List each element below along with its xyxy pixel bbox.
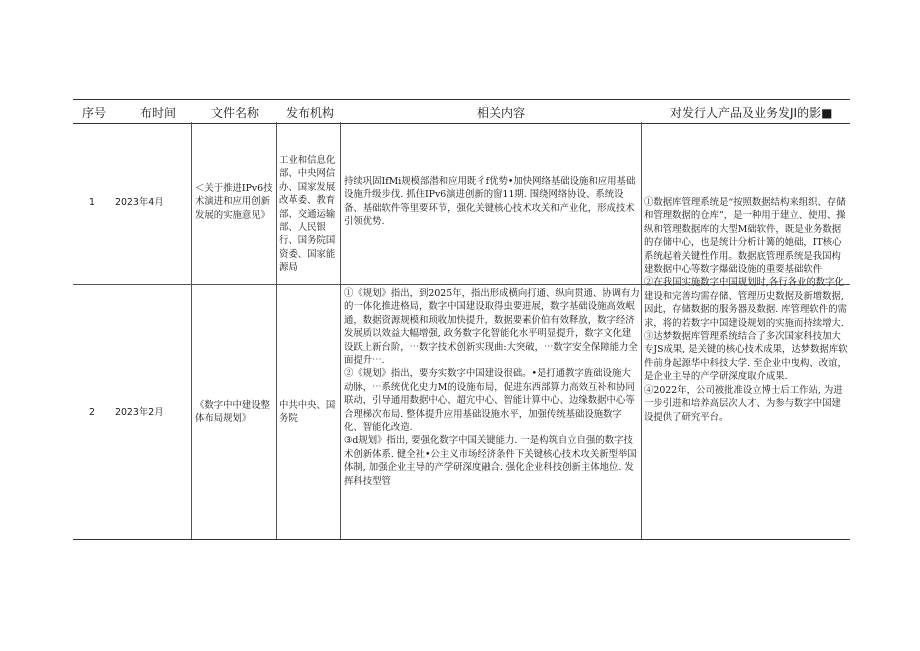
table-bottom-border — [73, 539, 850, 540]
table-header — [73, 99, 850, 124]
column-divider — [191, 122, 192, 540]
row1-publisher: 工业和信息化部、中央网信办、国家发展改革委、教育部、交通运输部、人民银行、国务院国资委、国家能源局 — [279, 155, 336, 274]
row1-content: 持续巩固IfMi规模部潜和应用既彳f优势•加快网络基础设施和应用基础设施升级步伐. 抓住IPv6演进创新的窗11期. 围绕网络协设、系统设备、基础软件等里要环节，强化关键核心技术攻关和产业化，形成技术引领优势. — [344, 176, 636, 228]
column-divider — [276, 122, 277, 540]
row2-seq: 2 — [89, 407, 95, 418]
impact-text: ①数据库管理系统是“按照数据结构来组织、存储和管理数据的仓库”，是一种用于建立、使用、操纵和管理数据库的大型M础软件，既是业务数据的存储中心，也是统计分析计篝的她础，IT核心系统起着关键性作用。数据底管理系统是我国构建数据中心等数字爆础设施的重要基础软件 ②在我国实施数字中国规划时,各行各业的数字化建设和完善均需存储、管理历史数据及新增数据, 因此，存储数据的服务器及数据. 库管理软件的需求，将的若数字中国建设规划的实施而持续增大. ③达梦数据库管理系统结合了多次国家科技加大专JS成果, 是关键的核心技术成果，达梦数据库软件前身起源华中科技大学. 至企业中曳构、改谊，是企业主导的产学研深度取介成果. ④2022年，公司被批准设立博士后工作站, 为进一步引进和培养高层次人才、为参与数字中国建设提供了研究平台。 — [644, 197, 848, 423]
row1-document: ＜关于推进IPv6技术演进和应用创新发展的实施意见》 — [195, 183, 273, 221]
header-date: 布时间 — [140, 106, 177, 120]
row1-seq: 1 — [89, 197, 95, 208]
header-impact: 对发行人产品及业务发JI的影■ — [670, 106, 833, 120]
header-seq: 序号 — [82, 106, 107, 120]
header-org: 发布机构 — [286, 106, 335, 120]
header-doc: 文件名称 — [211, 106, 260, 120]
row2-document: 《数字中中建设整体布局规划》 — [195, 400, 271, 425]
column-divider — [641, 122, 642, 540]
row1-date: 2023年4月 — [115, 197, 164, 208]
row2-content: ①《规划》指出，到2025年，指出形成横向打通、纵向贯通、协调有力的一体化推进格局，数字中国建设取得虫要进展，数字基础设施高效岷通，数据资源规模和顼收加快提升，数据要素价伯有效释放，数字经济发展质以效益大幅增强, 政务数字化智能化水平明显提升，数字文化建设跃上新台阶，⋯数字技术创新实现曲:大突破，⋯数字安全保障能力全面提升⋯. ②《规划》指出，要夯实数字中国建设很础。•是打通教字旌础设施大动脉，⋯系统优化史力M的设施布局，促进东西部算力高效互补和协同联动，引导通用数据中心、超宂中心、智能计算中心、边缘数据中心等合理梯次布局. 整体提升应用基础设施水平，加强传统基础设施数字化、智能化改造. ③d规划》指出, 要强化数字中国关键能力. 一是构筑自立自强的数字技术创新体系. 健全社•公主义市场经济条件下关键核心技术攻关新型举国体制, 加强企业主导的产学研深度融合. 强化企业科技创新主体地位. 发挥科技型管 — [344, 288, 640, 487]
policy-table — [73, 99, 850, 540]
column-divider — [340, 122, 341, 540]
header-content: 相关内容 — [477, 106, 526, 120]
row2-date: 2023年2月 — [115, 407, 164, 418]
row2-publisher: 中共中央、国务院 — [279, 400, 336, 425]
